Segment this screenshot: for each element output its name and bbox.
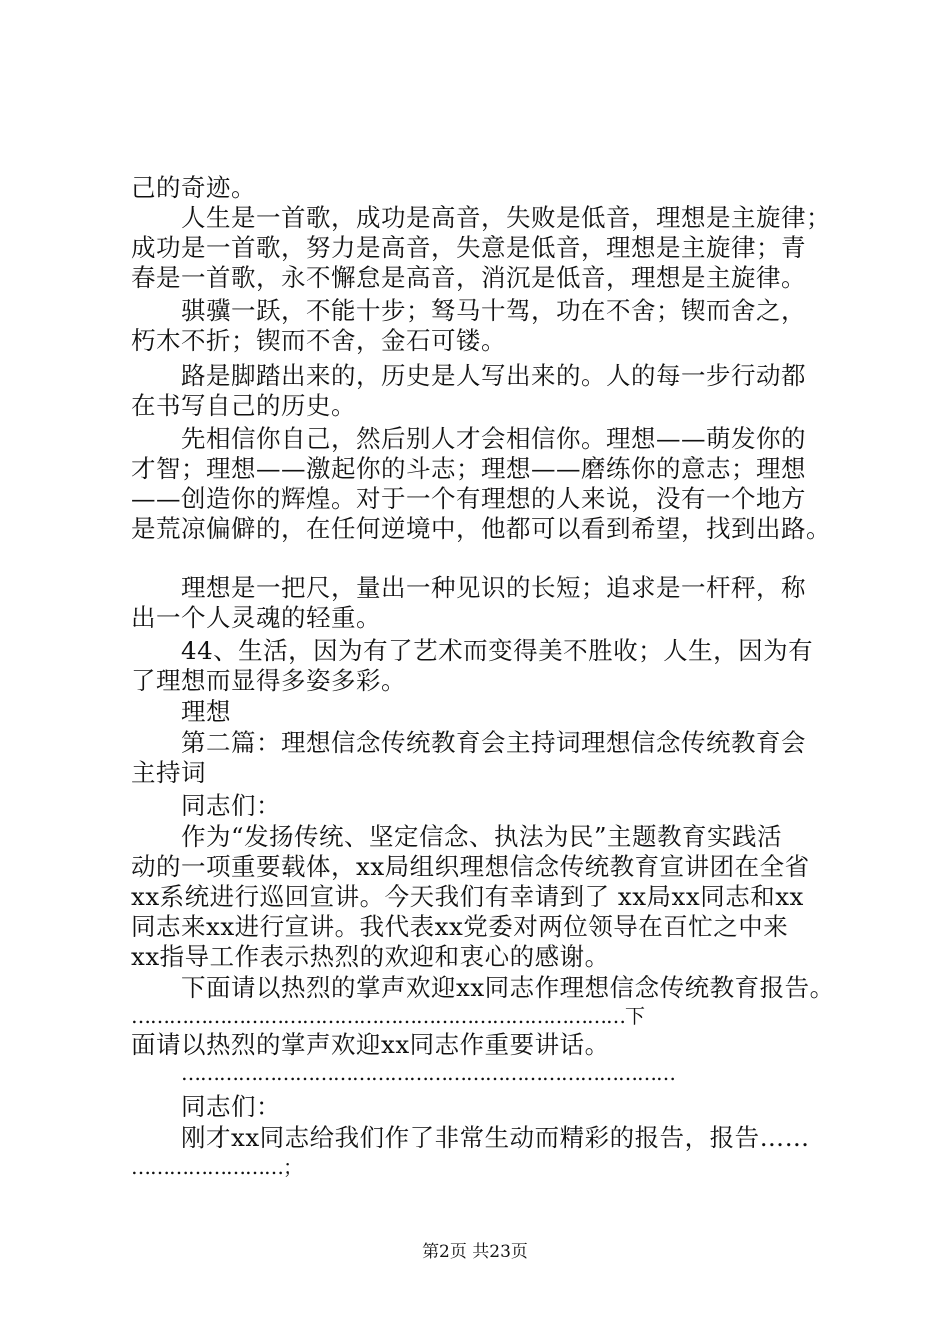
text-line: 是荒凉偏僻的，在任何逆境中，他都可以看到希望，找到出路。 <box>131 514 831 543</box>
text-line: 面请以热烈的掌声欢迎xx同志作重要讲话。 <box>131 1030 610 1059</box>
text-line: 下面请以热烈的掌声欢迎xx同志作理想信念传统教育报告。 <box>181 973 835 1002</box>
text-line: 同志来xx进行宣讲。我代表xx党委对两位领导在百忙之中来 <box>131 912 789 941</box>
text-line: 刚才xx同志给我们作了非常生动而精彩的报告，报告…… <box>181 1123 810 1152</box>
text-line: 理想是一把尺，量出一种见识的长短；追求是一杆秤，称 <box>181 573 806 602</box>
text-line: 动的一项重要载体，xx局组织理想信念传统教育宣讲团在全省 <box>131 852 810 881</box>
text-line: 理想 <box>181 697 231 726</box>
text-line: ——创造你的辉煌。对于一个有理想的人来说，没有一个地方 <box>131 484 806 513</box>
text-line: 才智；理想——激起你的斗志；理想——磨练你的意志；理想 <box>131 454 806 483</box>
text-line: 先相信你自己，然后别人才会相信你。理想——萌发你的 <box>181 424 806 453</box>
text-line: 路是脚踏出来的，历史是人写出来的。人的每一步行动都 <box>181 361 806 390</box>
text-line: 成功是一首歌，努力是高音，失意是低音，理想是主旋律；青 <box>131 233 806 262</box>
text-line: 同志们： <box>181 1092 281 1121</box>
text-line: 44、生活，因为有了艺术而变得美不胜收；人生，因为有 <box>181 636 814 665</box>
text-line: xx系统进行巡回宣讲。今天我们有幸请到了 xx局xx同志和xx <box>131 882 804 911</box>
text-line: 了理想而显得多姿多彩。 <box>131 666 406 695</box>
text-line: 出一个人灵魂的轻重。 <box>131 603 381 632</box>
dotted-leader-line: ……………………； <box>131 1155 302 1179</box>
text-line: 己的奇迹。 <box>131 173 256 202</box>
text-line: 主持词 <box>131 758 206 787</box>
text-line: 朽木不折；锲而不舍，金石可镂。 <box>131 326 506 355</box>
text-line: 人生是一首歌，成功是高音，失败是低音，理想是主旋律； <box>181 203 831 232</box>
text-line: 第二篇：理想信念传统教育会主持词理想信念传统教育会 <box>181 728 806 757</box>
text-line: 在书写自己的历史。 <box>131 391 356 420</box>
dotted-leader-line: ……………………………………………………………………下 <box>131 1004 644 1028</box>
text-line: 作为“发扬传统、坚定信念、执法为民”主题教育实践活 <box>181 822 783 851</box>
dotted-leader-line: …………………………………………………………………… <box>181 1061 675 1085</box>
text-line: 春是一首歌，永不懈怠是高音，消沉是低音，理想是主旋律。 <box>131 263 806 292</box>
page-number-footer: 第2页 共23页 <box>422 1242 528 1262</box>
text-line: xx指导工作表示热烈的欢迎和衷心的感谢。 <box>131 942 610 971</box>
text-line: 同志们： <box>181 791 281 820</box>
text-line: 骐骥一跃，不能十步；驽马十驾，功在不舍；锲而舍之， <box>181 296 806 325</box>
